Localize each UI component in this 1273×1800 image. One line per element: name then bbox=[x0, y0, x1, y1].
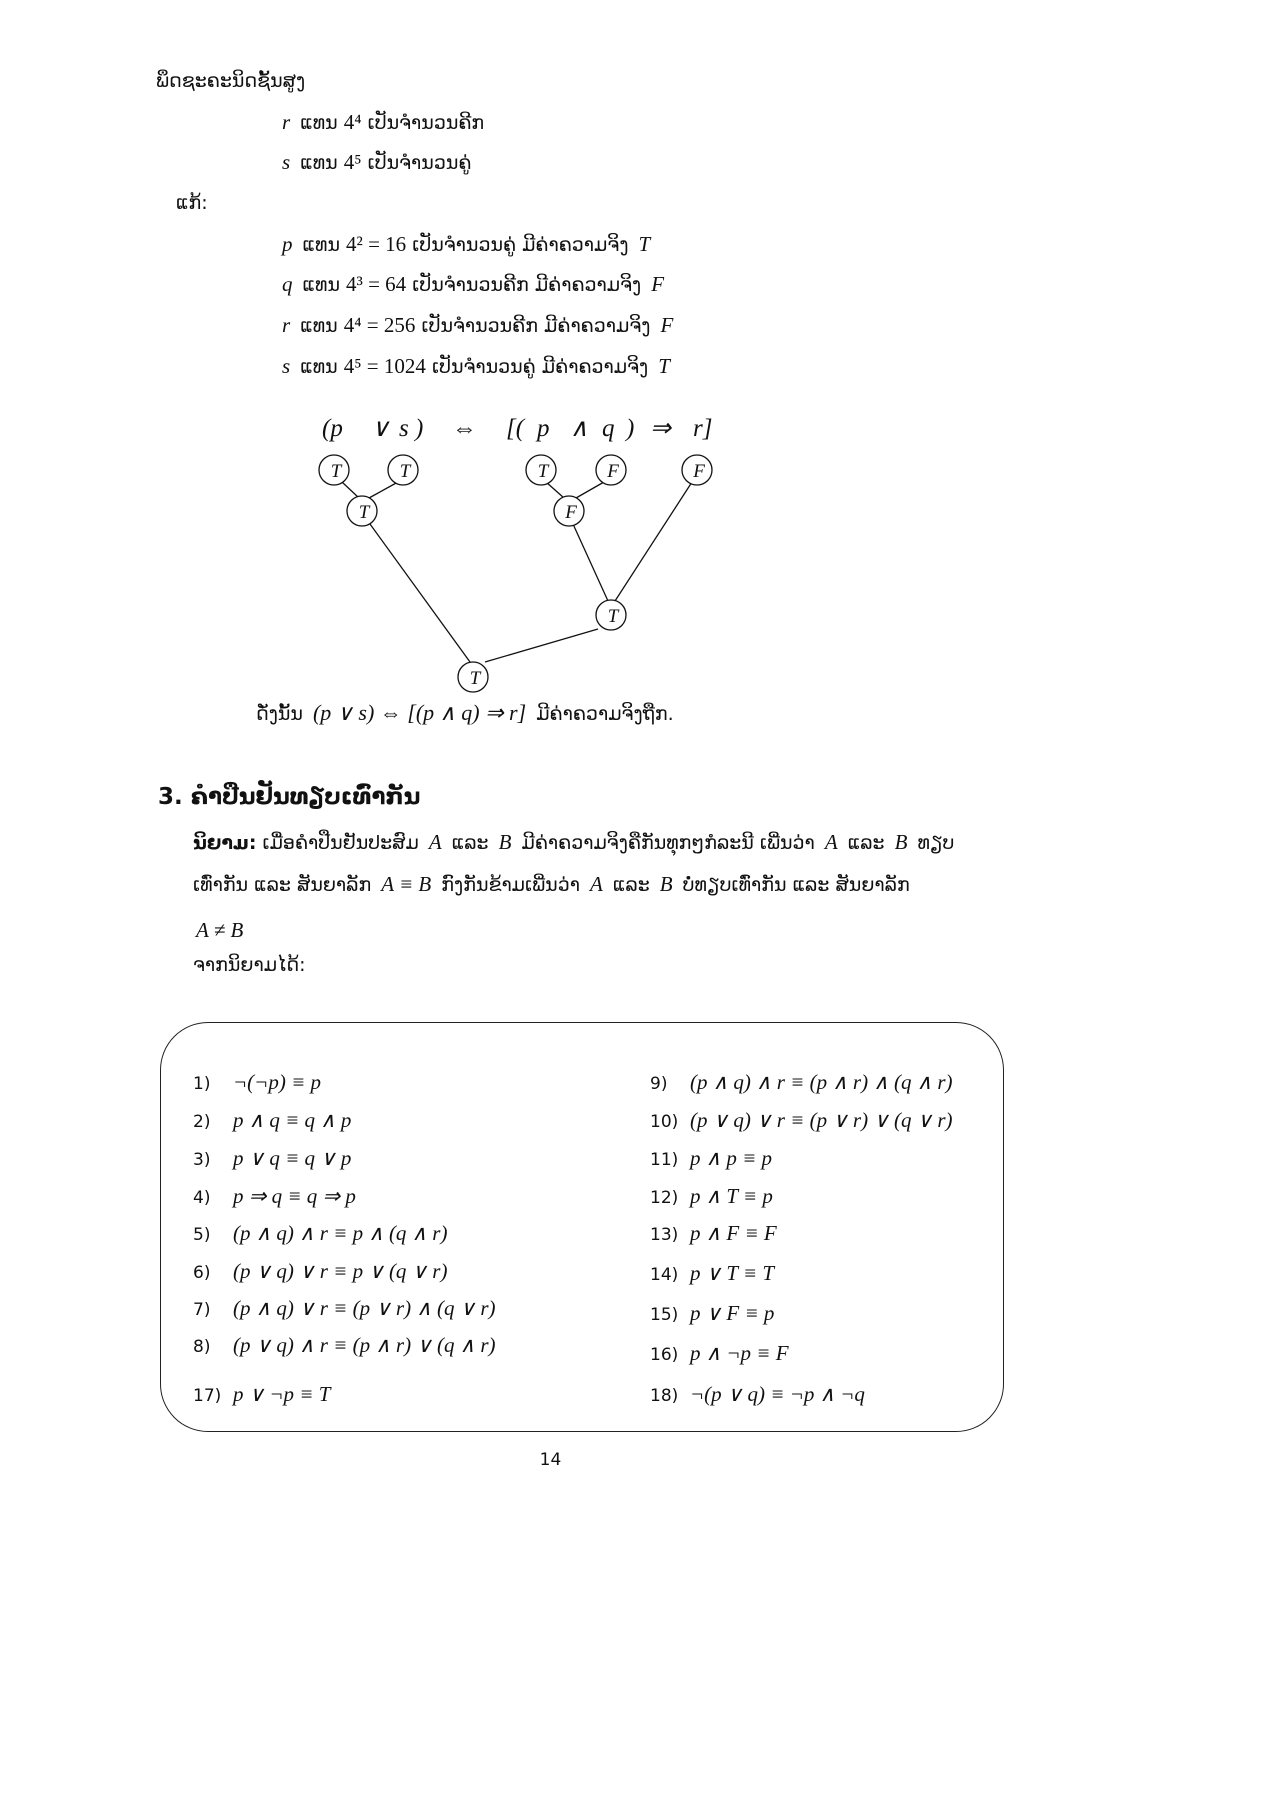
law-expr: p ∨ q ≡ q ∨ p bbox=[233, 1146, 352, 1170]
law-13 bbox=[650, 1221, 777, 1246]
expr: 4⁴ bbox=[343, 110, 362, 134]
law-expr: p ∨ F ≡ p bbox=[690, 1301, 775, 1325]
law-number: 1) bbox=[193, 1074, 211, 1094]
text: ເມື່ອຄຳປືນຢັນປະສົມ bbox=[262, 832, 419, 854]
var: p bbox=[282, 232, 293, 256]
token-q: q bbox=[602, 415, 615, 442]
section-subtitle: ພຶດຊະຄະນິດຊັ້ນສູງ bbox=[156, 70, 306, 92]
truth-value: F bbox=[651, 272, 665, 296]
conclusion bbox=[256, 700, 674, 726]
conclusion-suffix: ມີຄ່າຄວາມຈິງຖືກ. bbox=[536, 703, 674, 725]
node-or-value: T bbox=[358, 502, 370, 523]
law-expr: p ∧ q ≡ q ∧ p bbox=[233, 1108, 352, 1132]
from-definition-label: ຈາກນິຍາມໄດ້: bbox=[193, 954, 306, 976]
word-represents: ແທນ bbox=[300, 112, 338, 134]
law-number: 9) bbox=[650, 1074, 668, 1094]
truth-value: F bbox=[660, 313, 674, 337]
law-15 bbox=[650, 1301, 774, 1326]
law-expr: p ∧ ¬p ≡ F bbox=[690, 1341, 789, 1365]
law-number: 7) bbox=[193, 1300, 211, 1320]
text: ທຽບ bbox=[917, 832, 955, 854]
token-and: ∧ bbox=[570, 415, 589, 442]
law-expr: ¬(p ∨ q) ≡ ¬p ∧ ¬q bbox=[690, 1382, 865, 1406]
desc: ເປັນຈຳນວນຄີກ ມີຄ່າຄວາມຈິງ bbox=[412, 274, 642, 296]
truth-tree-diagram bbox=[0, 0, 1101, 700]
symbol-A: A bbox=[428, 830, 442, 854]
expr: 4⁵ bbox=[343, 150, 362, 174]
symbol-B: B bbox=[498, 830, 512, 854]
word-represents: ແທນ bbox=[300, 152, 338, 174]
edge-or-root bbox=[370, 524, 470, 662]
law-number: 18) bbox=[650, 1386, 679, 1406]
law-3 bbox=[193, 1146, 351, 1171]
leaf-s-value: T bbox=[399, 461, 411, 482]
symbol-A: A bbox=[590, 872, 603, 896]
token-implies: ⇒ bbox=[650, 415, 671, 442]
law-16 bbox=[650, 1341, 789, 1366]
root-value: T bbox=[469, 668, 481, 689]
law-expr: p ∧ T ≡ p bbox=[690, 1184, 773, 1208]
law-number: 2) bbox=[193, 1112, 211, 1132]
text: ແລະ bbox=[847, 832, 885, 854]
law-expr: (p ∨ q) ∧ r ≡ (p ∧ r) ∨ (q ∧ r) bbox=[233, 1333, 496, 1357]
law-number: 16) bbox=[650, 1345, 679, 1365]
law-number: 3) bbox=[193, 1150, 211, 1170]
token-open-bracket: [( bbox=[506, 415, 525, 442]
expr: 4² = 16 bbox=[346, 232, 407, 256]
law-number: 8) bbox=[193, 1337, 211, 1357]
law-8 bbox=[193, 1333, 496, 1358]
law-10 bbox=[650, 1108, 953, 1133]
law-expr: p ∨ ¬p ≡ T bbox=[233, 1382, 331, 1406]
truth-value: T bbox=[638, 232, 651, 256]
section-heading: 3. ຄຳປືນຢັນທຽບເທົ່າກັນ bbox=[158, 784, 421, 810]
leaf-r-value: F bbox=[693, 461, 705, 482]
law-number: 14) bbox=[650, 1265, 679, 1285]
var: q bbox=[282, 272, 293, 296]
token-close-paren: ) bbox=[626, 415, 635, 442]
var-r: r bbox=[282, 110, 291, 134]
text: ເທົ່າກັນ ແລະ ສັນຍາລັກ bbox=[193, 874, 372, 896]
law-number: 17) bbox=[193, 1386, 222, 1406]
edge-r-implies bbox=[615, 482, 692, 601]
edge-q-and bbox=[576, 482, 604, 498]
law-number: 4) bbox=[193, 1188, 211, 1208]
law-expr: p ∧ F ≡ F bbox=[690, 1221, 777, 1245]
desc: ເປັນຈຳນວນຄູ່ bbox=[367, 152, 472, 174]
definition-label: ນິຍາມ: bbox=[193, 832, 257, 854]
definition-line-2 bbox=[193, 872, 910, 897]
desc: ເປັນຈຳນວນຄີກ bbox=[367, 112, 485, 134]
var-s: s bbox=[282, 150, 291, 174]
desc: ເປັນຈຳນວນຄີກ ມີຄ່າຄວາມຈິງ bbox=[421, 315, 651, 337]
law-number: 10) bbox=[650, 1112, 679, 1132]
text: ມີຄ່າຄວາມຈິງຄືກັນທຸກໆກໍລະນີ ເພີ່ນວ່າ bbox=[521, 832, 815, 854]
law-expr: (p ∨ q) ∨ r ≡ (p ∨ r) ∨ (q ∨ r) bbox=[690, 1108, 953, 1132]
symbol-A: A bbox=[824, 830, 838, 854]
token-p: p bbox=[537, 415, 550, 442]
expr: 4³ = 64 bbox=[346, 272, 407, 296]
equiv-notation: A ≡ B bbox=[381, 872, 432, 896]
law-14 bbox=[650, 1261, 774, 1286]
text: ແລະ bbox=[612, 874, 650, 896]
symbol-B: B bbox=[894, 830, 908, 854]
conclusion-expr: (p ∨ s) ⇔ [(p ∧ q) ⇒ r] bbox=[312, 700, 527, 725]
law-2 bbox=[193, 1108, 351, 1133]
law-11 bbox=[650, 1146, 772, 1171]
law-4 bbox=[193, 1184, 356, 1209]
var: r bbox=[282, 313, 291, 337]
law-expr: p ∧ p ≡ p bbox=[690, 1146, 773, 1170]
law-expr: ¬(¬p) ≡ p bbox=[233, 1070, 321, 1094]
law-9 bbox=[650, 1070, 953, 1095]
solution-label: ແກ້: bbox=[176, 192, 208, 214]
law-5 bbox=[193, 1221, 447, 1246]
law-number: 15) bbox=[650, 1305, 679, 1325]
token-iff: ⇔ bbox=[452, 415, 477, 442]
leaf-p-value: T bbox=[330, 461, 342, 482]
law-expr: p ⇒ q ≡ q ⇒ p bbox=[233, 1184, 356, 1208]
law-7 bbox=[193, 1296, 496, 1321]
truth-value: T bbox=[658, 354, 670, 378]
word-represents: ແທນ bbox=[302, 234, 340, 256]
expr: 4⁵ = 1024 bbox=[343, 354, 426, 378]
word-represents: ແທນ bbox=[300, 356, 338, 378]
law-1 bbox=[193, 1070, 321, 1095]
leaf-q-value: F bbox=[607, 461, 619, 482]
law-expr: p ∨ T ≡ T bbox=[690, 1261, 775, 1285]
law-number: 5) bbox=[193, 1225, 211, 1245]
law-18 bbox=[650, 1382, 865, 1407]
law-17 bbox=[193, 1382, 330, 1407]
law-number: 12) bbox=[650, 1188, 679, 1208]
symbol-B: B bbox=[659, 872, 673, 896]
law-expr: (p ∨ q) ∨ r ≡ p ∨ (q ∨ r) bbox=[233, 1259, 448, 1283]
conclusion-prefix: ດັ່ງນັ້ນ bbox=[256, 703, 303, 725]
token-or: ∨ bbox=[371, 415, 390, 442]
edge-p2-and bbox=[546, 482, 564, 498]
edge-implies-root bbox=[485, 629, 598, 662]
token-s-close: s ) bbox=[399, 415, 424, 442]
law-expr: (p ∧ q) ∨ r ≡ (p ∨ r) ∧ (q ∨ r) bbox=[233, 1296, 496, 1320]
law-6 bbox=[193, 1259, 447, 1284]
text: ແລະ bbox=[451, 832, 489, 854]
law-12 bbox=[650, 1184, 773, 1209]
text: ບໍ່ທຽບເທົ່າກັນ ແລະ ສັນຍາລັກ bbox=[682, 874, 910, 896]
var: s bbox=[282, 354, 291, 378]
word-represents: ແທນ bbox=[300, 315, 338, 337]
expr: 4⁴ = 256 bbox=[343, 313, 416, 337]
definition-line-1 bbox=[193, 830, 954, 855]
desc: ເປັນຈຳນວນຄູ່ ມີຄ່າຄວາມຈິງ bbox=[431, 356, 649, 378]
desc: ເປັນຈຳນວນຄູ່ ມີຄ່າຄວາມຈິງ bbox=[412, 234, 629, 256]
text: ກົງກັນຂ້າມເພີ່ນວ່າ bbox=[441, 874, 580, 896]
law-expr: (p ∧ q) ∧ r ≡ p ∧ (q ∧ r) bbox=[233, 1221, 448, 1245]
law-number: 11) bbox=[650, 1150, 679, 1170]
edge-s-or bbox=[369, 482, 398, 498]
edge-and-implies bbox=[573, 524, 608, 601]
word-represents: ແທນ bbox=[302, 274, 340, 296]
not-equiv-notation: A ≠ B bbox=[196, 918, 244, 942]
token-r-close: r] bbox=[693, 415, 713, 442]
law-number: 6) bbox=[193, 1263, 211, 1283]
page-number: 14 bbox=[539, 1450, 562, 1470]
law-expr: (p ∧ q) ∧ r ≡ (p ∧ r) ∧ (q ∧ r) bbox=[690, 1070, 953, 1094]
law-number: 13) bbox=[650, 1225, 679, 1245]
leaf-p2-value: T bbox=[537, 461, 549, 482]
node-and-value: F bbox=[565, 502, 577, 523]
node-implies-value: T bbox=[607, 606, 619, 627]
edge-p-or bbox=[342, 482, 359, 498]
token-open-p: (p bbox=[322, 415, 343, 442]
